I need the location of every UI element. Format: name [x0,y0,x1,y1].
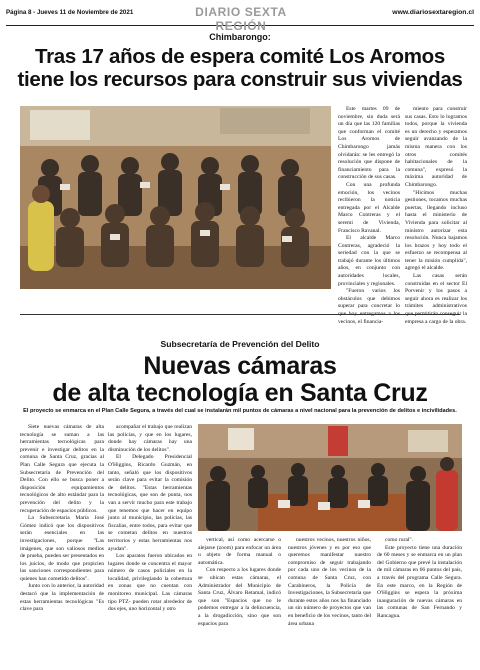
article2-headline-line2: de alta tecnología en Santa Cruz [52,379,428,407]
article2-lead: El proyecto se enmarca en el Plan Calle Segura, a través del cual se instalarán mil puntos de cámaras a nivel nacional para la prevención de delitos e incivilidades. [23,408,457,414]
article2-headline [10,353,470,407]
section-divider [20,314,460,315]
article2-column-4: nuestros vecinos, nuestros niños, nuestros jóvenes y es por eso que queremos manifestar nuestro compromiso de seguir trabajando por cada uno de los vecinos de la comuna de Santa Cruz, con Carabineros, la Policía de Investigaciones, la Subsecretaría que durante estos años nos ha financiado un sin número de proyectos que van en beneficio de los vecinos, tanto del área urbana [288,537,371,627]
article2-headline-line1: Nuevas cámaras [143,352,337,380]
article2-column-1: Siete nuevas cámaras de alta tecnología se suman a las herramientas tecnológicas para prevenir e investigar delitos en la comuna de Santa Cruz, gracias al Plan Calle Segura que ejecuta la Subsecretaría de Prevención del Delito. Con ello se busca poner a disposición equipamientos tecnológicos de alto estándar para la prevención del delito y la recuperación de espacios públicos. La Subsecretaria María José Gómez indicó que los dispositivos serán esenciales en las investigaciones, porque "Las imágenes, que son valiosos medios de prueba, pueden ser presentados en los juicios, de modo que propicien las sanciones correspondientes para quienes han cometido delitos". Junto con lo anterior, la autoridad destacó que la implementación de estas herramientas tecnológicas "Es clave para [20,424,104,613]
page-header [6,4,474,33]
group-photo-image [20,106,331,289]
article2-column-2: acompañar el trabajo que realizan las policías, y que en los lugares, donde hay cámaras hay una disminución de los delitos". El Delegado Presidencial O'Higgins, Ricardo Guzmán, en tanto, señaló que los dispositivos serán clave para evitar la comisión de delitos. "Estas herramientas tecnológicas, que son de punta, nos van a servir mucho para este trabajo que tenemos que hacer en equipo junto al municipio, las policías, las fiscalías, entre todos, para evitar que se cometan delitos en nuestros territorios y estas herramientas nos ayudan". Los aparatos fueron ubicados en lugares donde se concentra el mayor número de casos policiales en la localidad, privilegiando la cobertura en zonas que no cuentan con monitoreo municipal. Las cámaras tipo PTZ- pueden rotar alrededor de dos ejes, uno horizontal y otro [108,424,192,613]
page-info: Página 8 - Jueves 11 de Noviembre de 2021 [6,9,134,16]
article1-headline-line2: tiene los recursos para construir sus viviendas [17,68,463,91]
website-url: www.diariosextaregion.cl [392,9,474,16]
article1-column-1: Este martes 09 de noviembre, sin duda será un día que las 120 familias que conforman el comité Los Aromos de Chimbarongo jamás olvidarán: se les entregó la resolución que dispone de financiamiento para la construcción de sus casas. Con una profunda emoción, los vecinos recibieron la noticia entregada por el Alcalde Marco Contreras y el seremi de Vivienda, Francisco Ravanal. El alcalde Marco Contreras, agradeció la seriedad con la que se trabajó durante los últimos años, en conjunto con autoridades locales, provinciales y regionales. "Fueron varios los obstáculos que debimos superar para concretar lo que hoy entregamos a los vecinos, el financia- [338,106,400,325]
article1-column-2: miento para construir sus casas. Esto lo logramos todos, porque la vivienda es un derecho y esperamos seguir avanzando de la misma manera con los otros comités habitacionales de la comuna", expresó la máxima autoridad de Chimbarongo. "Hicimos muchas gestiones, tocamos muchas puertas, llegando incluso hasta el ministerio de Vivienda para solicitar al ministro autorizar esta resolución. Nunca bajamos los brazos y hoy todo el esfuerzo se recompensa al tener la misión cumplida", agregó el alcalde. Las casas serán construidas en el sector El Porvenir y los pasos a seguir ahora es realizar los trámites administrativos que permitirán conseguir la empresa a cargo de la obra. [405,106,467,325]
article2-kicker: Subsecretaría de Prevención del Delito [160,339,320,349]
article1-headline-line1: Tras 17 años de espera comité Los Aromos [35,45,445,68]
article1-kicker: Chimbarongo: [209,32,271,42]
article2-column-5: como rural". Este proyecto tiene una duración de 60 meses y se enmarca en un plan del Gobierno que prevé la instalación de mil cámaras en 66 puntos del país, a través del programa Calle Segura. En este marco, en la Región de O'Higgins se espera la próxima inauguración de nuevas cámaras en las comunas de San Fernando y Rancagua. [377,537,462,619]
masthead: DIARIO SEXTA REGIÓN [195,5,287,33]
article2-photo [198,424,462,531]
article1-headline [10,45,470,91]
article1-photo [20,106,331,289]
meeting-photo-image [198,424,462,531]
article2-column-3: vertical, así como acercarse o alejarse (zoom) para enfocar un área u objeto de forma manual o automática. Con respecto a los lugares donde se ubican estas cámaras, el Administrador del Municipio de Santa Cruz, Álvaro Retamal, indicó que son "Espacios que no le podemos entregar a la delincuencia, a la drogadicción, sino que son espacios para [198,537,281,627]
